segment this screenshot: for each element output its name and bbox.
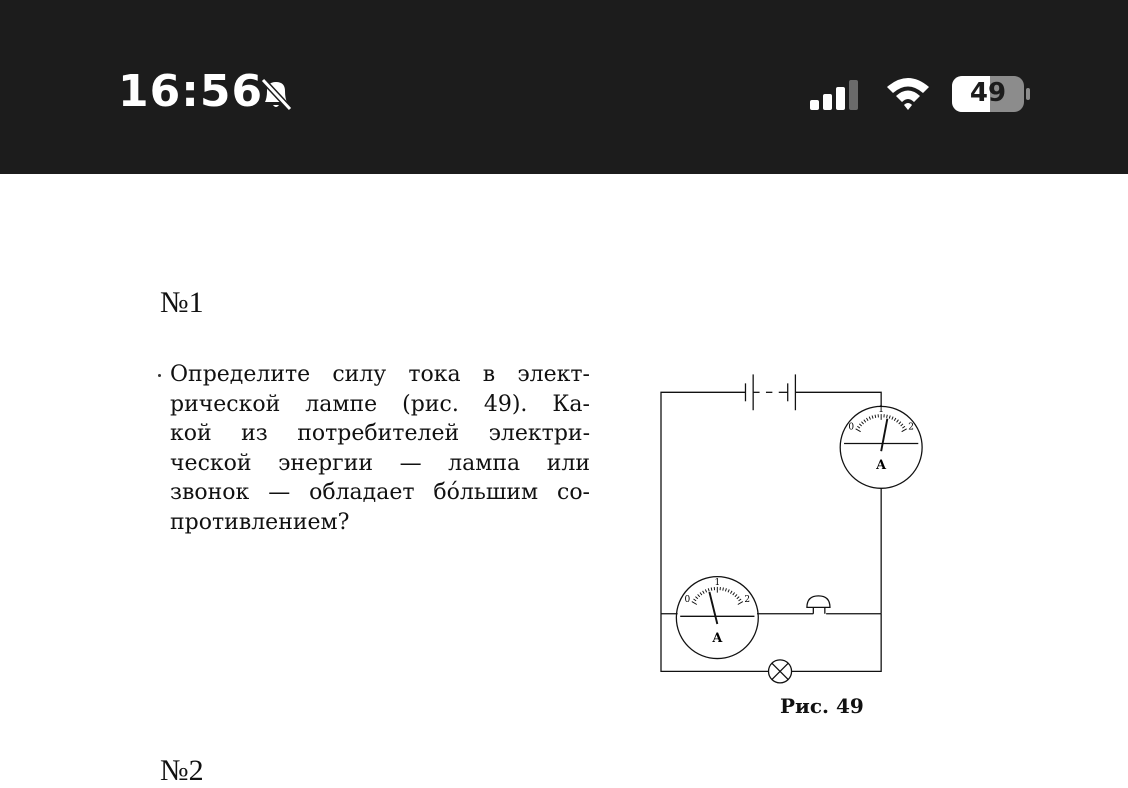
ammeter-label: A (711, 631, 723, 646)
cellular-signal-icon (808, 78, 868, 110)
ammeter-tick (864, 420, 866, 423)
ammeter-needle (709, 592, 717, 624)
status-bar (0, 0, 1128, 174)
ammeter-tick (872, 416, 873, 419)
ammeter-tick (700, 593, 702, 596)
ammeter-tick (735, 594, 737, 596)
ammeter-tick (703, 591, 705, 594)
ammeter-tick (705, 589, 706, 592)
battery-level: 49 (954, 76, 1022, 110)
ammeter-tick (901, 424, 903, 426)
ammeter-tick (861, 422, 863, 424)
ammeter-tick (728, 589, 729, 592)
problem-line: противлением? (170, 508, 590, 538)
ammeter-scale-label: 2 (908, 422, 914, 432)
ammeter-label: A (875, 458, 887, 473)
circuit-diagram (604, 368, 974, 688)
ammeter-tick (708, 588, 709, 591)
ammeter-tick (887, 415, 888, 418)
document-page (0, 174, 1128, 763)
ammeter-tick (869, 417, 870, 420)
ammeter-tick (695, 597, 697, 599)
ammeter-needle (881, 419, 887, 452)
ammeter-tick (875, 415, 876, 418)
ammeter-tick (737, 597, 739, 599)
ammeter-tick (859, 424, 861, 426)
ammeter-scale-label: 1 (714, 578, 720, 588)
next-problem-number: №2 (160, 754, 204, 788)
bell-slash-icon (254, 74, 298, 114)
problem-line: рической лампе (рис. 49). Ка- (170, 390, 590, 420)
ammeter-tick (711, 588, 712, 591)
ammeter-tick (897, 420, 899, 423)
ammeter-tick (857, 426, 860, 428)
ammeter-tick (889, 416, 890, 419)
ammeter-scale-label: 0 (848, 422, 854, 432)
ammeter-tick (866, 418, 868, 421)
problem-line: ческой энергии — лампа или (170, 449, 590, 479)
ammeter-tick (892, 417, 893, 420)
ammeter-tick (723, 588, 724, 591)
problem-text (170, 360, 590, 537)
ammeter-tick (725, 588, 726, 591)
ammeter-tick (694, 599, 697, 601)
ammeter-tick (894, 418, 896, 421)
problem-line: звонок — обладает бо́льшим со- (170, 478, 590, 508)
ammeter-tick (899, 422, 901, 424)
problem-line: кой из потребителей электри- (170, 419, 590, 449)
ammeter-tick (698, 594, 700, 596)
problem-line: Определите силу тока в элект- (170, 360, 590, 390)
ammeter-tick (733, 593, 735, 596)
ammeter-left (685, 578, 751, 646)
ammeter-tick (730, 591, 732, 594)
ammeter-scale-label: 1 (878, 405, 884, 415)
ammeter-tick (692, 602, 697, 605)
ammeter-tick (902, 426, 905, 428)
ammeter-scale-label: 0 (685, 595, 691, 605)
figure-caption: Рис. 49 (780, 694, 864, 718)
problem-number: №1 (160, 286, 204, 320)
bullet-dot (158, 374, 161, 377)
ammeter-tick (902, 429, 907, 432)
ammeter-right (848, 405, 914, 473)
ammeter-tick (856, 429, 861, 432)
ammeter-tick (738, 602, 743, 605)
ammeter-scale-label: 2 (744, 595, 750, 605)
wifi-icon (884, 74, 932, 112)
status-time: 16:56 (118, 66, 263, 117)
ammeter-tick (739, 599, 742, 601)
